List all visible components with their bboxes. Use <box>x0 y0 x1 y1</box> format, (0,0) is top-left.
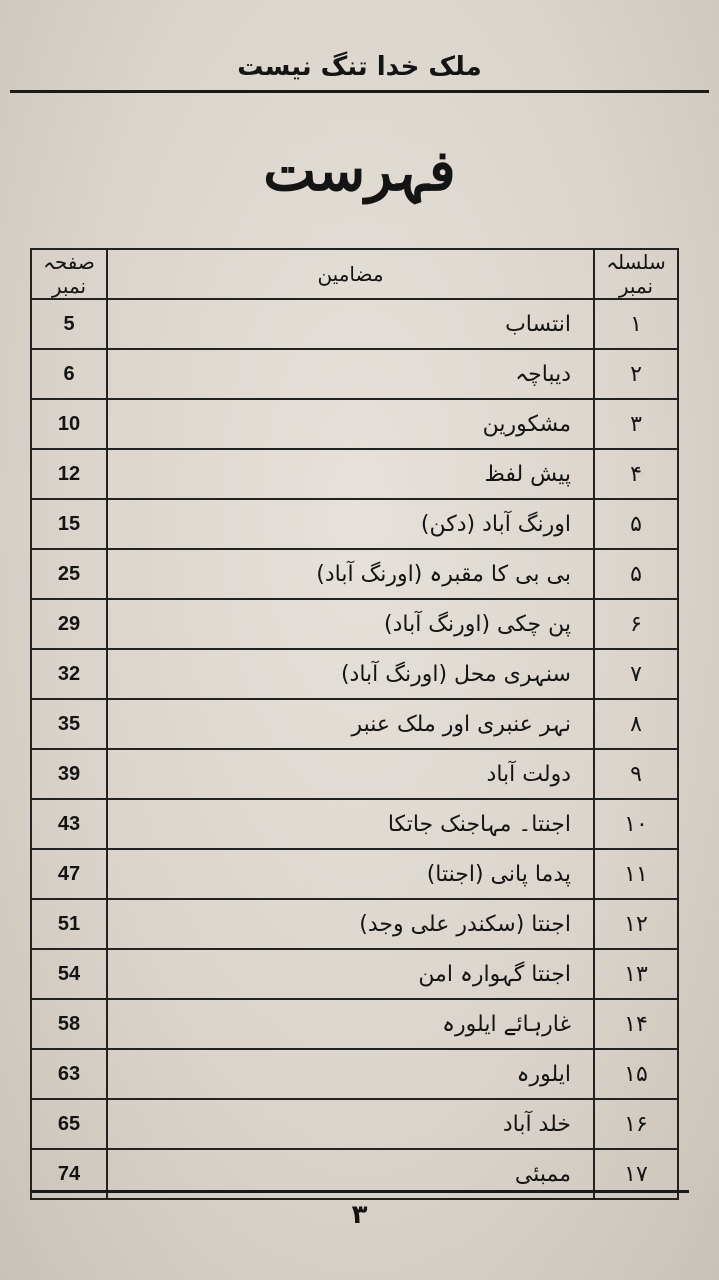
page-cell: 47 <box>31 849 107 899</box>
title-cell: ممبئی <box>107 1149 594 1199</box>
title-cell: پیش لفظ <box>107 449 594 499</box>
table-row <box>31 649 678 699</box>
page-number: ۳ <box>351 1200 368 1230</box>
serial-cell: ۴ <box>594 449 678 499</box>
serial-cell: ۵ <box>594 549 678 599</box>
serial-cell: ۱۰ <box>594 799 678 849</box>
title-cell: اجنتا گہوارہ امن <box>107 949 594 999</box>
serial-cell: ۳ <box>594 399 678 449</box>
title-cell: پن چکی (اورنگ آباد) <box>107 599 594 649</box>
page-cell: 32 <box>31 649 107 699</box>
page-cell: 63 <box>31 1049 107 1099</box>
serial-cell: ۸ <box>594 699 678 749</box>
table-row <box>31 349 678 399</box>
table-header-row <box>31 249 678 299</box>
page-cell: 54 <box>31 949 107 999</box>
column-header-topics: مضامین <box>107 249 594 299</box>
page-title: فہرست <box>263 138 456 204</box>
page-cell: 25 <box>31 549 107 599</box>
page-cell: 43 <box>31 799 107 849</box>
table-row <box>31 749 678 799</box>
table-row <box>31 1099 678 1149</box>
table-row <box>31 599 678 649</box>
page-cell: 51 <box>31 899 107 949</box>
serial-cell: ۱ <box>594 299 678 349</box>
serial-cell: ۱۳ <box>594 949 678 999</box>
page-cell: 6 <box>31 349 107 399</box>
page-cell: 65 <box>31 1099 107 1149</box>
serial-cell: ۲ <box>594 349 678 399</box>
table-row <box>31 799 678 849</box>
page-cell: 5 <box>31 299 107 349</box>
page-cell: 39 <box>31 749 107 799</box>
table-row <box>31 449 678 499</box>
title-cell: دیباچہ <box>107 349 594 399</box>
title-cell: دولت آباد <box>107 749 594 799</box>
title-cell: اجنتا (سکندر علی وجد) <box>107 899 594 949</box>
running-header: ملک خدا تنگ نیست <box>237 52 482 82</box>
table-row <box>31 499 678 549</box>
title-cell: سنہری محل (اورنگ آباد) <box>107 649 594 699</box>
page-cell: 58 <box>31 999 107 1049</box>
page-cell: 10 <box>31 399 107 449</box>
title-cell: پدما پانی (اجنتا) <box>107 849 594 899</box>
page-cell: 12 <box>31 449 107 499</box>
title-cell: اورنگ آباد (دکن) <box>107 499 594 549</box>
column-header-page: صفحہ نمبر <box>31 249 107 299</box>
title-cell: ایلورہ <box>107 1049 594 1099</box>
page-cell: 74 <box>31 1149 107 1199</box>
column-header-serial: سلسلہ نمبر <box>594 249 678 299</box>
table-row <box>31 899 678 949</box>
header-rule <box>10 90 709 93</box>
serial-cell: ۷ <box>594 649 678 699</box>
table-row <box>31 999 678 1049</box>
title-cell: انتساب <box>107 299 594 349</box>
table-row <box>31 849 678 899</box>
table-row <box>31 399 678 449</box>
title-cell: مشکورین <box>107 399 594 449</box>
serial-cell: ۱۵ <box>594 1049 678 1099</box>
table-row <box>31 1049 678 1099</box>
contents-body <box>31 299 678 1199</box>
contents-table <box>30 248 679 1200</box>
serial-cell: ۱۱ <box>594 849 678 899</box>
table-row <box>31 299 678 349</box>
table-row <box>31 949 678 999</box>
serial-cell: ۱۴ <box>594 999 678 1049</box>
table-row <box>31 549 678 599</box>
serial-cell: ۵ <box>594 499 678 549</box>
title-cell: نہر عنبری اور ملک عنبر <box>107 699 594 749</box>
table-row <box>31 699 678 749</box>
title-cell: بی بی کا مقبرہ (اورنگ آباد) <box>107 549 594 599</box>
serial-cell: ۶ <box>594 599 678 649</box>
title-cell: خلد آباد <box>107 1099 594 1149</box>
serial-cell: ۹ <box>594 749 678 799</box>
serial-cell: ۱۶ <box>594 1099 678 1149</box>
footer-rule <box>30 1190 689 1193</box>
serial-cell: ۱۷ <box>594 1149 678 1199</box>
serial-cell: ۱۲ <box>594 899 678 949</box>
page-cell: 35 <box>31 699 107 749</box>
page-cell: 29 <box>31 599 107 649</box>
title-cell: اجنتا۔ مہاجنک جاتکا <box>107 799 594 849</box>
title-cell: غارہائے ایلورہ <box>107 999 594 1049</box>
page-cell: 15 <box>31 499 107 549</box>
